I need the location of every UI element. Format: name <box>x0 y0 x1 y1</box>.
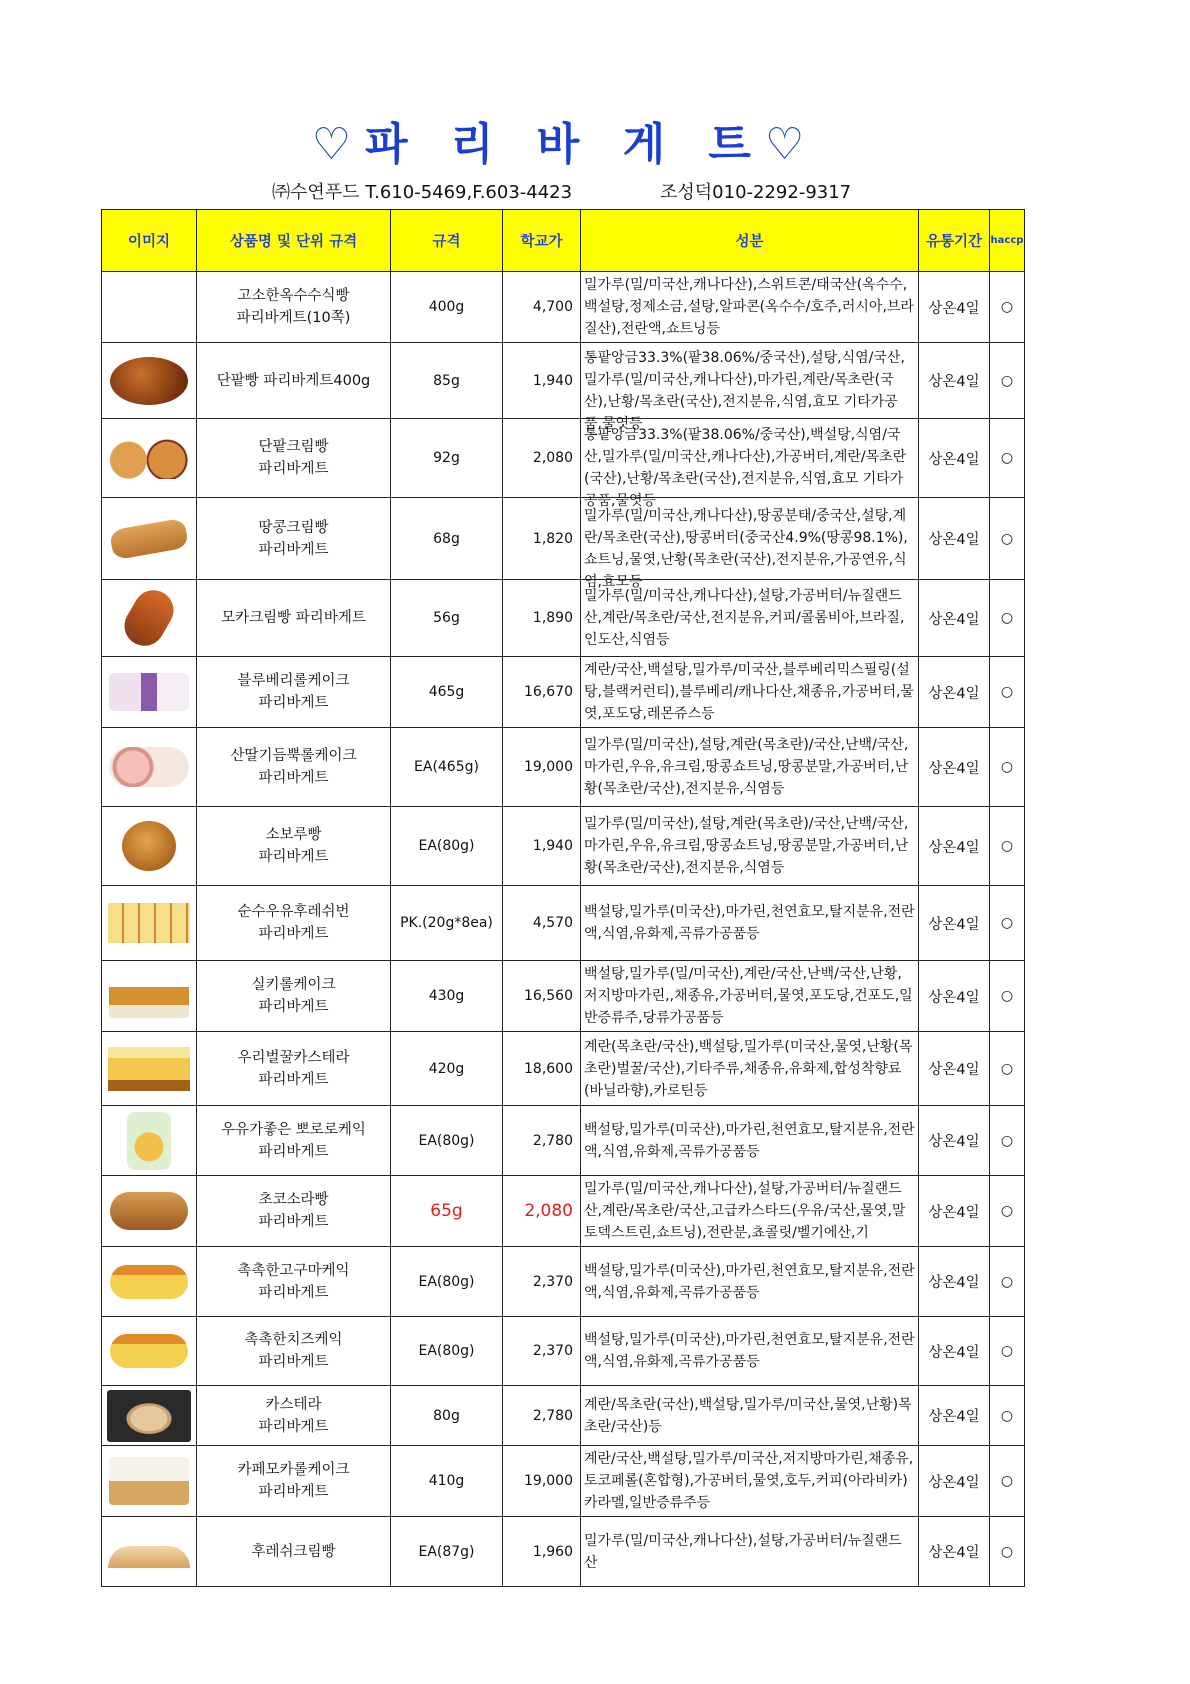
haccp-mark: ○ <box>990 343 1025 419</box>
product-price: 2,370 <box>503 1247 581 1317</box>
product-image-cell <box>102 657 197 728</box>
haccp-mark: ○ <box>990 1176 1025 1247</box>
haccp-mark: ○ <box>990 498 1025 580</box>
product-image-cell <box>102 1247 197 1317</box>
product-photo <box>109 747 189 787</box>
product-image-cell <box>102 886 197 961</box>
table-row <box>102 272 1025 343</box>
product-price: 1,940 <box>503 807 581 886</box>
haccp-mark: ○ <box>990 580 1025 657</box>
product-spec: EA(465g) <box>391 728 503 807</box>
ingredients-text: 계란/국산,백설탕,밀가루/미국산,블루베리믹스필링(설탕,블랙커런티),블루베리/캐나다산,채종유,가공버터,물엿,포도당,레몬쥬스등 <box>584 662 914 722</box>
product-photo <box>110 1265 188 1299</box>
header-school-price: 학교가 <box>503 210 581 272</box>
haccp-mark: ○ <box>990 1386 1025 1446</box>
product-name: 촉촉한치즈케익 파리바게트 <box>197 1317 391 1386</box>
product-price: 1,820 <box>503 498 581 580</box>
product-price: 1,960 <box>503 1517 581 1587</box>
product-photo <box>109 974 189 1018</box>
person-contact: 조성덕010-2292-9317 <box>660 182 852 203</box>
product-photo <box>108 437 190 479</box>
ingredients-text: 밀가루(밀/미국산,캐나다산),설탕,가공버터/뉴질랜드산 <box>584 1532 902 1571</box>
product-spec: 465g <box>391 657 503 728</box>
table-row <box>102 1517 1025 1587</box>
haccp-mark: ○ <box>990 657 1025 728</box>
product-ingredients <box>581 1176 919 1247</box>
product-image-cell <box>102 419 197 498</box>
table-row <box>102 1317 1025 1386</box>
table-row <box>102 419 1025 498</box>
shelf-life: 상온4일 <box>919 657 990 728</box>
product-name: 촉촉한고구마케익 파리바게트 <box>197 1247 391 1317</box>
haccp-mark: ○ <box>990 1517 1025 1587</box>
product-ingredients <box>581 419 919 509</box>
product-spec: 68g <box>391 498 503 580</box>
product-photo <box>110 1192 188 1230</box>
product-photo <box>107 1390 191 1442</box>
ingredients-text: 백설탕,밀가루(미국산),마가린,천연효모,탈지분유,전란액,식염,유화제,곡류가공품등 <box>584 1262 915 1301</box>
product-ingredients <box>581 1517 919 1587</box>
haccp-mark: ○ <box>990 886 1025 961</box>
product-name: 카스테라 파리바게트 <box>197 1386 391 1446</box>
product-ingredients <box>581 886 919 961</box>
product-spec: 400g <box>391 272 503 343</box>
product-photo <box>110 1334 188 1368</box>
table-row <box>102 807 1025 886</box>
shelf-life: 상온4일 <box>919 1386 990 1446</box>
product-price: 1,890 <box>503 580 581 657</box>
product-image-cell <box>102 1517 197 1587</box>
product-spec: 65g <box>391 1176 503 1247</box>
haccp-mark: ○ <box>990 807 1025 886</box>
ingredients-text: 밀가루(밀/미국산,캐나다산),설탕,가공버터/뉴질랜드산,계란/목초란/국산,고급카스타드(우유/국산,물엿,말토덱스트린,쇼트닝),전란분,쵸콜릿/벨기에산,기 <box>584 1181 906 1241</box>
header-ingredients: 성분 <box>581 210 919 272</box>
product-name: 소보루빵 파리바게트 <box>197 807 391 886</box>
product-image-cell <box>102 343 197 419</box>
product-ingredients <box>581 1247 919 1317</box>
product-name: 우유가좋은 뽀로로케익 파리바게트 <box>197 1106 391 1176</box>
shelf-life: 상온4일 <box>919 498 990 580</box>
table-row <box>102 1446 1025 1517</box>
product-image-cell <box>102 1032 197 1106</box>
product-spec: EA(87g) <box>391 1517 503 1587</box>
haccp-mark: ○ <box>990 1106 1025 1176</box>
product-price: 4,570 <box>503 886 581 961</box>
shelf-life: 상온4일 <box>919 961 990 1032</box>
product-spec: 420g <box>391 1032 503 1106</box>
ingredients-text: 통팥앙금33.3%(팥38.06%/중국산),백설탕,식염/국산,밀가루(밀/미국산,캐나다산),가공버터,계란/목초란(국산),난황/목초란(국산),전지분유,식염,효모 기타가공품,물엿등 <box>584 427 907 509</box>
ingredients-text: 계란/국산,백설탕,밀가루/미국산,저지방마가린,채종유,토코페롤(혼합형),가공버터,물엿,호두,커피(아라비카)카라멜,일반증류주등 <box>584 1451 914 1511</box>
header-image: 이미지 <box>102 210 197 272</box>
product-name: 실키롤케이크 파리바게트 <box>197 961 391 1032</box>
shelf-life: 상온4일 <box>919 272 990 343</box>
table-row <box>102 728 1025 807</box>
haccp-mark: ○ <box>990 1317 1025 1386</box>
shelf-life: 상온4일 <box>919 1176 990 1247</box>
product-spec: EA(80g) <box>391 1106 503 1176</box>
product-price: 2,370 <box>503 1317 581 1386</box>
product-spec: PK.(20g*8ea) <box>391 886 503 961</box>
product-ingredients <box>581 1386 919 1446</box>
ingredients-text: 백설탕,밀가루(미국산),마가린,천연효모,탈지분유,전란액,식염,유화제,곡류가공품등 <box>584 904 915 942</box>
product-price: 2,780 <box>503 1386 581 1446</box>
company-contact: ㈜수연푸드 T.610-5469,F.603-4423 <box>272 182 573 203</box>
product-spec: EA(80g) <box>391 1317 503 1386</box>
ingredients-text: 백설탕,밀가루(미국산),마가린,천연효모,탈지분유,전란액,식염,유화제,곡류가공품등 <box>584 1332 915 1370</box>
ingredients-text: 밀가루(밀/미국산),설탕,계란(목초란)/국산,난백/국산,마가린,우유,유크림,땅콩쇼트닝,땅콩분말,가공버터,난황(목초란/국산),전지분유,식염등 <box>584 737 909 797</box>
haccp-mark: ○ <box>990 419 1025 498</box>
product-ingredients <box>581 343 919 432</box>
ingredients-text: 밀가루(밀/미국산,캐나다산),설탕,가공버터/뉴질랜드산,계란/목초란/국산,전지분유,커피/콜롬비아,브라질,인도산,식염등 <box>584 588 905 648</box>
product-image-cell <box>102 1106 197 1176</box>
product-photo <box>109 1457 189 1505</box>
product-price: 19,000 <box>503 1446 581 1517</box>
ingredients-text: 백설탕,밀가루(미국산),마가린,천연효모,탈지분유,전란액,식염,유화제,곡류가공품등 <box>584 1121 915 1160</box>
shelf-life: 상온4일 <box>919 728 990 807</box>
product-image-cell <box>102 1446 197 1517</box>
haccp-mark: ○ <box>990 961 1025 1032</box>
product-table <box>101 209 1025 1587</box>
ingredients-text: 통팥앙금33.3%(팥38.06%/중국산),설탕,식염/국산,밀가루(밀/미국산,캐나다산),마가린,계란/목초란(국산),난황/목초란(국산),전지분유,식염,효모 기타가공품,물엿등 <box>584 349 905 432</box>
shelf-life: 상온4일 <box>919 1247 990 1317</box>
table-row <box>102 886 1025 961</box>
table-row <box>102 580 1025 657</box>
shelf-life: 상온4일 <box>919 1446 990 1517</box>
product-price: 2,780 <box>503 1106 581 1176</box>
product-price: 16,670 <box>503 657 581 728</box>
product-ingredients <box>581 1317 919 1386</box>
product-price: 2,080 <box>503 1176 581 1247</box>
product-name: 초코소라빵 파리바게트 <box>197 1176 391 1247</box>
table-row <box>102 961 1025 1032</box>
table-row <box>102 1106 1025 1176</box>
product-ingredients <box>581 1106 919 1176</box>
product-name: 순수우유후레쉬번 파리바게트 <box>197 886 391 961</box>
product-ingredients <box>581 657 919 728</box>
product-image-cell <box>102 1386 197 1446</box>
haccp-mark: ○ <box>990 272 1025 343</box>
product-spec: 56g <box>391 580 503 657</box>
product-name: 단팥크림빵 파리바게트 <box>197 419 391 498</box>
haccp-mark: ○ <box>990 1247 1025 1317</box>
product-photo <box>127 1112 171 1170</box>
table-row <box>102 343 1025 419</box>
product-name: 카페모카롤케이크 파리바게트 <box>197 1446 391 1517</box>
ingredients-text: 밀가루(밀/미국산),설탕,계란(목초란)/국산,난백/국산,마가린,우유,유크림,땅콩쇼트닝,땅콩분말,가공버터,난황(목초란/국산),전지분유,식염등 <box>584 816 909 876</box>
haccp-mark: ○ <box>990 1446 1025 1517</box>
product-price: 2,080 <box>503 419 581 498</box>
table-row <box>102 1032 1025 1106</box>
product-name: 블루베리롤케이크 파리바게트 <box>197 657 391 728</box>
product-photo <box>110 357 188 405</box>
header-shelf-life: 유통기간 <box>919 210 990 272</box>
product-photo <box>109 673 189 711</box>
product-spec: 80g <box>391 1386 503 1446</box>
product-spec: EA(80g) <box>391 1247 503 1317</box>
product-ingredients <box>581 1446 919 1517</box>
product-ingredients <box>581 498 919 590</box>
ingredients-text: 백설탕,밀가루(밀/미국산),계란/국산,난백/국산,난황,저지방마가린,,채종유,가공버터,물엿,포도당,건포도,일반증류주,당류가공품등 <box>584 966 913 1026</box>
product-name: 땅콩크림빵 파리바게트 <box>197 498 391 580</box>
product-price: 4,700 <box>503 272 581 343</box>
product-name: 모카크림빵 파리바게트 <box>197 580 391 657</box>
table-row <box>102 657 1025 728</box>
product-spec: 85g <box>391 343 503 419</box>
shelf-life: 상온4일 <box>919 1032 990 1106</box>
haccp-mark: ○ <box>990 728 1025 807</box>
shelf-life: 상온4일 <box>919 419 990 498</box>
product-photo <box>108 903 190 943</box>
product-photo <box>108 1047 190 1091</box>
haccp-mark: ○ <box>990 1032 1025 1106</box>
product-name: 단팥빵 파리바게트400g <box>197 343 391 419</box>
table-row <box>102 1247 1025 1317</box>
table-row <box>102 1176 1025 1247</box>
product-price: 18,600 <box>503 1032 581 1106</box>
product-price: 16,560 <box>503 961 581 1032</box>
shelf-life: 상온4일 <box>919 343 990 419</box>
product-spec: 430g <box>391 961 503 1032</box>
product-image-cell <box>102 1176 197 1247</box>
page-title: ♡파 리 바 게 트♡ <box>311 119 819 170</box>
product-photo <box>109 517 189 560</box>
product-name: 고소한옥수수식빵 파리바게트(10쪽) <box>197 272 391 343</box>
product-name: 우리벌꿀카스테라 파리바게트 <box>197 1032 391 1106</box>
product-price: 19,000 <box>503 728 581 807</box>
product-name: 후레쉬크림빵 <box>197 1517 391 1587</box>
shelf-life: 상온4일 <box>919 1517 990 1587</box>
product-image-cell <box>102 580 197 657</box>
shelf-life: 상온4일 <box>919 807 990 886</box>
header-product-name: 상품명 및 단위 규격 <box>197 210 391 272</box>
product-ingredients <box>581 580 919 657</box>
shelf-life: 상온4일 <box>919 886 990 961</box>
product-photo <box>122 821 176 871</box>
product-name: 산딸기듬뿍롤케이크 파리바게트 <box>197 728 391 807</box>
product-ingredients <box>581 807 919 886</box>
product-ingredients <box>581 272 919 343</box>
product-spec: 92g <box>391 419 503 498</box>
header-haccp: haccp <box>990 210 1025 272</box>
product-ingredients <box>581 961 919 1032</box>
table-header-row <box>102 210 1025 272</box>
ingredients-text: 계란/목초란(국산),백설탕,밀가루/미국산,물엿,난황)목초란/국산)등 <box>584 1396 912 1435</box>
ingredients-text: 밀가루(밀/미국산,캐나다산),스위트콘/태국산(옥수수,백설탕,정제소금,설탕,알파콘(옥수수/호주,러시아,브라질산),전란액,쇼트닝등 <box>584 277 914 337</box>
product-price: 1,940 <box>503 343 581 419</box>
shelf-life: 상온4일 <box>919 1317 990 1386</box>
product-image-cell <box>102 1317 197 1386</box>
product-spec: 410g <box>391 1446 503 1517</box>
table-row <box>102 1386 1025 1446</box>
product-image-cell <box>102 728 197 807</box>
header-spec: 규격 <box>391 210 503 272</box>
ingredients-text: 밀가루(밀/미국산,캐나다산),땅콩분태/중국산,설탕,계란/목초란(국산),땅콩버터(중국산4.9%(땅콩98.1%),쇼트닝,물엿,난황(목초란(국산),전지분유,가공연유,식염,효모등 <box>584 507 908 590</box>
product-ingredients <box>581 728 919 807</box>
product-spec: EA(80g) <box>391 807 503 886</box>
product-photo <box>117 583 181 653</box>
shelf-life: 상온4일 <box>919 580 990 657</box>
product-photo <box>108 1546 190 1568</box>
shelf-life: 상온4일 <box>919 1106 990 1176</box>
table-row <box>102 498 1025 580</box>
product-image-cell <box>102 807 197 886</box>
product-image-cell <box>102 498 197 580</box>
ingredients-text: 계란(목초란/국산),백설탕,밀가루(미국산,물엿,난황(목초란)벌꿀/국산),기타주류,채종유,유화제,합성착향료(바닐라향),카로틴등 <box>584 1038 913 1099</box>
product-ingredients <box>581 1032 919 1106</box>
product-image-cell <box>102 272 197 343</box>
product-image-cell <box>102 961 197 1032</box>
